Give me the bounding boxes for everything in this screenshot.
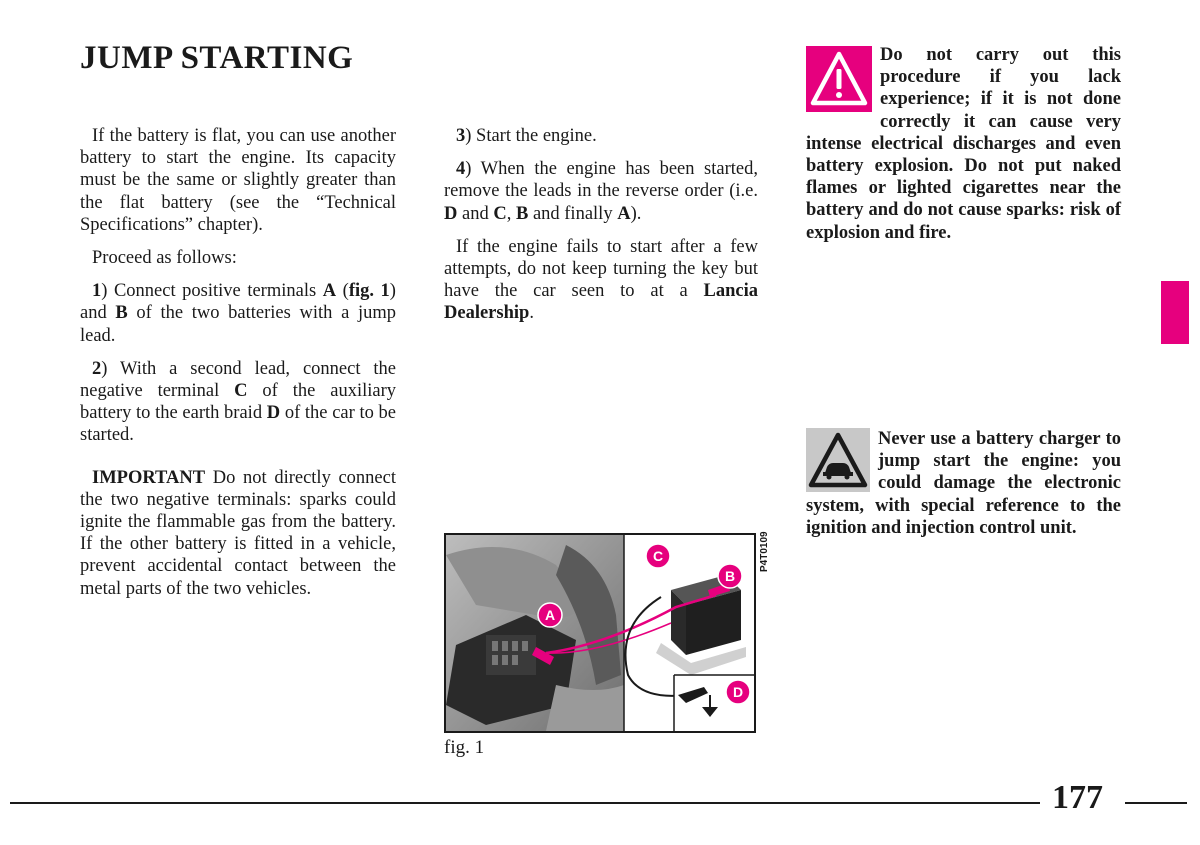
- intro-paragraph: If the battery is flat, you can use another battery to start the engine. Its capacity must be the same or slightly greater than the flat battery (see the “Technical Specifications” chapter).: [80, 126, 396, 235]
- fail-paragraph: If the engine fails to start after a few attempts, do not keep turning the key but have the car seen to at a Lancia Dealership.: [444, 236, 758, 324]
- svg-text:A: A: [544, 607, 556, 623]
- figure-jump-start: [444, 533, 756, 733]
- jump-start-illustration: [446, 535, 754, 731]
- label-b-marker: [718, 564, 742, 588]
- label-c-marker: [646, 544, 670, 568]
- svg-text:D: D: [732, 684, 744, 700]
- label-d-marker: [726, 680, 750, 704]
- figure-caption: fig. 1: [444, 737, 485, 758]
- step-3: 3) Start the engine.: [456, 126, 597, 146]
- step-1: 1) Connect positive terminals A (fig. 1) and B of the two batteries with a jump lead.: [80, 281, 396, 346]
- page-title: JUMP STARTING: [80, 40, 354, 76]
- step-2: 2) With a second lead, connect the negative terminal C of the auxiliary battery to the earth braid D of the car to be started.: [80, 358, 397, 446]
- page-number: 177: [1052, 779, 1103, 816]
- section-tab-marker: [1161, 281, 1189, 344]
- important-note: IMPORTANT Do not directly connect the two negative terminals: sparks could ignite the flammable gas from the battery. If the other battery is fitted in a vehicle, prevent accidental contact between the metal parts of the two vehicles.: [80, 467, 396, 599]
- label-a-marker: [538, 603, 562, 627]
- step-4: 4) When the engine has been started, remove the leads in the reverse order (i.e. D and C, B and finally A).: [444, 159, 758, 224]
- footer-rule-left: [10, 802, 1040, 804]
- warning-triangle-icon: [806, 46, 872, 112]
- svg-text:B: B: [724, 568, 736, 584]
- column-left: [80, 125, 396, 611]
- footer-rule-right: [1125, 802, 1187, 804]
- figure-code: P4T0109: [759, 531, 770, 572]
- proceed-paragraph: Proceed as follows:: [92, 248, 237, 269]
- car-caution-icon: [806, 428, 870, 492]
- warning-text-explosion: Do not carry out this procedure if you lack experience; if it is not done correctly it can cause very intense electrical discharges and even battery explosion. Do not put naked flames or lighted cigarettes near the battery and do not cause sparks: risk of explosion and fire.: [806, 45, 1121, 243]
- warning-box-charger: [806, 428, 1121, 539]
- column-middle: [444, 125, 758, 336]
- svg-text:C: C: [652, 548, 664, 564]
- warning-text-charger: Never use a battery charger to jump start the engine: you could damage the electronic system, with special reference to the ignition and injection control unit.: [806, 429, 1121, 538]
- warning-box-explosion: [806, 44, 1121, 244]
